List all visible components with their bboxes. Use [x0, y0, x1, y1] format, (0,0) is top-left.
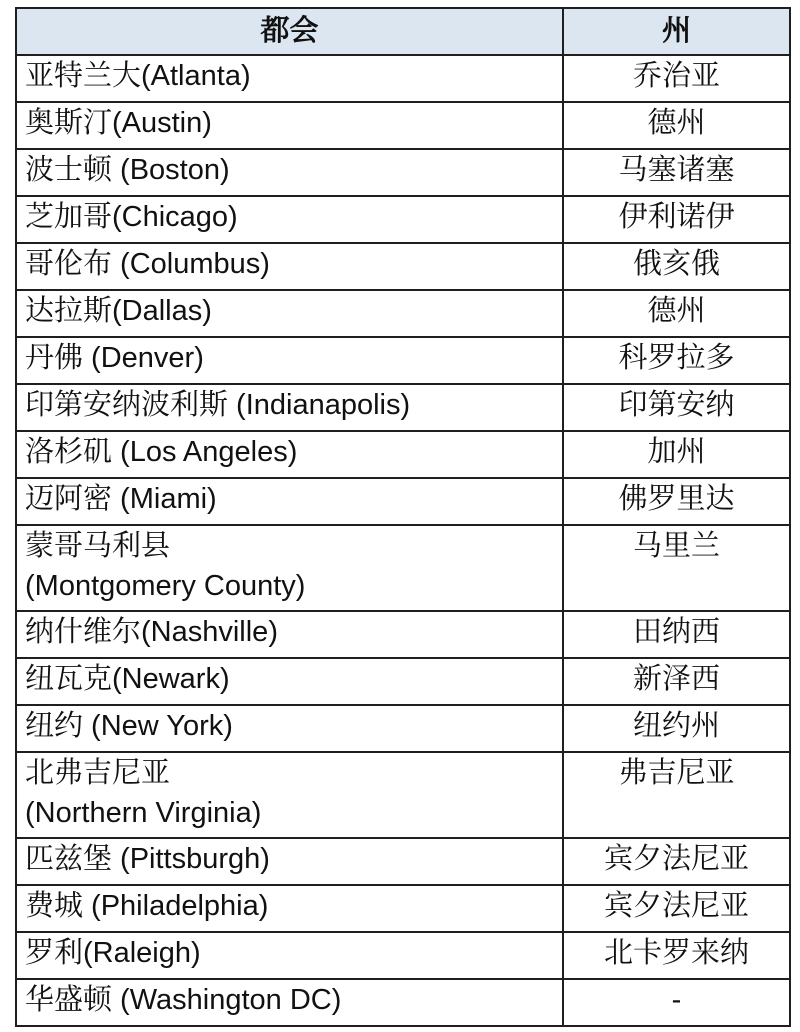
metro-cell [16, 611, 563, 658]
state-cell: 德州 [563, 102, 790, 149]
table-row [16, 243, 790, 290]
metro-name: 费城 (Philadelphia) [25, 890, 269, 922]
metro-cell [16, 196, 563, 243]
metro-cell [16, 705, 563, 752]
metro-name: 丹佛 (Denver) [25, 342, 204, 374]
metro-name: 纽约 (New York) [25, 710, 233, 742]
table-row [16, 149, 790, 196]
metro-name: 奥斯汀(Austin) [25, 107, 212, 139]
state-cell: 弗吉尼亚 [563, 752, 790, 838]
table-header-row [16, 8, 790, 55]
metro-cell [16, 102, 563, 149]
metro-name-english: (Northern Virginia) [25, 797, 262, 829]
state-cell: 科罗拉多 [563, 337, 790, 384]
state-cell: 马塞诸塞 [563, 149, 790, 196]
metro-name: 亚特兰大(Atlanta) [25, 60, 251, 92]
metro-name-english: (Montgomery County) [25, 570, 306, 602]
table-row [16, 290, 790, 337]
state-cell: 田纳西 [563, 611, 790, 658]
state-cell: 新泽西 [563, 658, 790, 705]
metro-cell [16, 478, 563, 525]
state-cell: 乔治亚 [563, 55, 790, 102]
metro-cell [16, 658, 563, 705]
metro-name: 华盛顿 (Washington DC) [25, 984, 342, 1016]
table-row [16, 525, 790, 611]
metro-cell [16, 752, 563, 838]
metro-name: 罗利(Raleigh) [25, 937, 201, 969]
header-state: 州 [563, 8, 790, 55]
state-cell: 伊利诺伊 [563, 196, 790, 243]
metro-name: 蒙哥马利县 [25, 530, 171, 562]
metro-name: 北弗吉尼亚 [25, 757, 171, 789]
table-row [16, 932, 790, 979]
metro-cell [16, 885, 563, 932]
state-cell: 纽约州 [563, 705, 790, 752]
state-cell: 印第安纳 [563, 384, 790, 431]
metro-cell [16, 384, 563, 431]
state-cell: 德州 [563, 290, 790, 337]
state-cell: 宾夕法尼亚 [563, 885, 790, 932]
state-cell: 北卡罗来纳 [563, 932, 790, 979]
metro-cell [16, 525, 563, 611]
metro-name: 达拉斯(Dallas) [25, 295, 212, 327]
metro-name: 印第安纳波利斯 (Indianapolis) [25, 389, 411, 421]
metro-cell [16, 337, 563, 384]
table-row [16, 705, 790, 752]
metro-cell [16, 932, 563, 979]
metro-cell [16, 838, 563, 885]
table-row [16, 196, 790, 243]
table-row [16, 337, 790, 384]
state-cell: 宾夕法尼亚 [563, 838, 790, 885]
state-cell: 马里兰 [563, 525, 790, 611]
table-row [16, 384, 790, 431]
metro-cell [16, 243, 563, 290]
metro-state-table [15, 7, 791, 1027]
metro-cell [16, 431, 563, 478]
metro-name: 哥伦布 (Columbus) [25, 248, 270, 280]
state-cell: - [563, 979, 790, 1026]
metro-name: 芝加哥(Chicago) [25, 201, 238, 233]
table-row [16, 478, 790, 525]
metro-cell [16, 55, 563, 102]
metro-cell [16, 979, 563, 1026]
metro-cell [16, 290, 563, 337]
table-row [16, 658, 790, 705]
table-row [16, 979, 790, 1026]
metro-name: 迈阿密 (Miami) [25, 483, 217, 515]
table-row [16, 102, 790, 149]
table-body [16, 55, 790, 1026]
header-metro: 都会 [16, 8, 563, 55]
table-row [16, 611, 790, 658]
table-row [16, 752, 790, 838]
metro-cell [16, 149, 563, 196]
metro-name: 洛杉矶 (Los Angeles) [25, 436, 298, 468]
metro-name: 匹兹堡 (Pittsburgh) [25, 843, 270, 875]
metro-name: 纽瓦克(Newark) [25, 663, 230, 695]
state-cell: 加州 [563, 431, 790, 478]
table-row [16, 885, 790, 932]
table-row [16, 838, 790, 885]
state-cell: 佛罗里达 [563, 478, 790, 525]
table-row [16, 55, 790, 102]
state-cell: 俄亥俄 [563, 243, 790, 290]
metro-name: 纳什维尔(Nashville) [25, 616, 278, 648]
table-row [16, 431, 790, 478]
metro-name: 波士顿 (Boston) [25, 154, 230, 186]
